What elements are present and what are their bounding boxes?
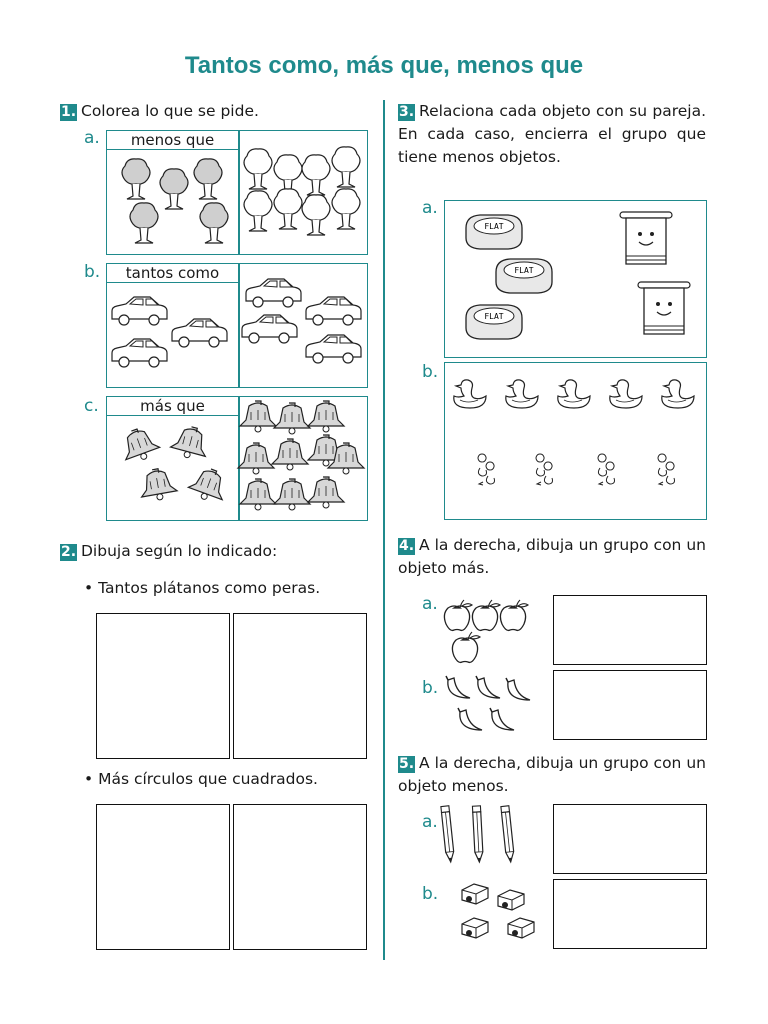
tree-icon xyxy=(130,203,158,243)
q2-number: 2. xyxy=(60,544,77,560)
soap-label-text: FLAT xyxy=(484,222,504,231)
column-divider xyxy=(383,100,385,960)
duckling-group-icon xyxy=(658,454,674,485)
duck-icon xyxy=(506,380,538,408)
q3b-letter: b. xyxy=(422,362,439,382)
q4-number: 4. xyxy=(398,538,415,554)
pencil-icon xyxy=(441,806,455,863)
bell-icon xyxy=(169,423,212,462)
tree-icon xyxy=(274,189,302,229)
duck-icon xyxy=(558,380,590,408)
q4-heading xyxy=(398,534,706,580)
q4b-draw-box[interactable] xyxy=(553,670,707,740)
q1a-letter: a. xyxy=(84,128,100,148)
q1b-letter: b. xyxy=(84,262,101,282)
bell-icon xyxy=(274,479,310,510)
q1-number: 1. xyxy=(60,104,77,120)
soap-icon xyxy=(466,305,522,339)
sharpener-icon xyxy=(462,884,488,904)
q1a-trees xyxy=(106,150,368,255)
q4a-apples xyxy=(440,592,540,664)
tree-icon xyxy=(160,169,188,209)
q2-draw-box-bananas[interactable] xyxy=(233,613,367,759)
soap-label-text: FLAT xyxy=(484,312,504,321)
tree-icon xyxy=(244,191,272,231)
q1c-bells xyxy=(106,416,368,521)
q5b-letter: b. xyxy=(422,884,439,904)
banana-icon xyxy=(506,678,530,700)
q4-text: A la derecha, dibuja un grupo con un objeto más. xyxy=(398,536,706,577)
car-icon xyxy=(306,335,361,363)
q2-bullet-2: • Más círculos que cuadrados. xyxy=(84,770,318,788)
q5b-draw-box[interactable] xyxy=(553,879,707,949)
bell-icon xyxy=(308,477,344,508)
towel-icon xyxy=(638,282,690,334)
page-title: Tantos como, más que, menos que xyxy=(184,52,584,79)
sharpener-icon xyxy=(498,890,524,910)
banana-icon xyxy=(458,708,482,730)
tree-icon xyxy=(332,189,360,229)
car-icon xyxy=(246,279,301,307)
duckling-group-icon xyxy=(536,454,552,485)
duck-icon xyxy=(454,380,486,408)
q2-draw-box-squares[interactable] xyxy=(96,804,230,950)
apple-icon xyxy=(444,600,472,630)
q3-number: 3. xyxy=(398,104,415,120)
q4b-bananas xyxy=(440,670,540,740)
car-icon xyxy=(306,297,361,325)
q3-heading xyxy=(398,100,706,169)
tree-icon xyxy=(194,159,222,199)
banana-icon xyxy=(490,708,514,730)
bell-icon xyxy=(117,424,161,465)
soap-icon xyxy=(466,215,522,249)
q3-text: Relaciona cada objeto con su pareja. En cada caso, encierra el grupo que tiene menos objetos. xyxy=(398,102,706,166)
q1c-letter: c. xyxy=(84,396,99,416)
car-icon xyxy=(112,297,167,325)
q5-text: A la derecha, dibuja un grupo con un objeto menos. xyxy=(398,754,706,795)
bell-icon xyxy=(137,466,178,503)
banana-icon xyxy=(446,676,470,698)
duck-icon xyxy=(662,380,694,408)
q2-draw-box-pears[interactable] xyxy=(96,613,230,759)
q1b-tag: tantos como xyxy=(106,263,239,283)
car-icon xyxy=(242,315,297,343)
q2-draw-box-circles[interactable] xyxy=(233,804,367,950)
apple-icon xyxy=(452,632,480,662)
bell-icon xyxy=(186,464,230,505)
q2-text: Dibuja según lo indicado: xyxy=(81,542,278,560)
car-icon xyxy=(112,339,167,367)
bell-icon xyxy=(272,439,308,470)
q1a-tag: menos que xyxy=(106,130,239,150)
duckling-group-icon xyxy=(478,454,494,485)
pencil-icon xyxy=(472,806,483,862)
q4a-letter: a. xyxy=(422,594,438,614)
tree-icon xyxy=(244,149,272,189)
q3a-letter: a. xyxy=(422,198,438,218)
tree-icon xyxy=(122,159,150,199)
q5a-draw-box[interactable] xyxy=(553,804,707,874)
q1c-tag: más que xyxy=(106,396,239,416)
soap-label-text: FLAT xyxy=(514,266,534,275)
q2-heading xyxy=(60,540,277,563)
apple-icon xyxy=(472,600,500,630)
duck-icon xyxy=(610,380,642,408)
q1b-cars xyxy=(106,283,368,388)
sharpener-icon xyxy=(462,918,488,938)
towel-icon xyxy=(620,212,672,264)
tree-icon xyxy=(302,195,330,235)
q5a-letter: a. xyxy=(422,812,438,832)
q5a-pencils xyxy=(440,804,540,870)
tree-icon xyxy=(200,203,228,243)
banana-icon xyxy=(476,676,500,698)
q5-number: 5. xyxy=(398,756,415,772)
sharpener-icon xyxy=(508,918,534,938)
bell-icon xyxy=(238,443,274,474)
pencil-icon xyxy=(501,806,515,863)
q4a-draw-box[interactable] xyxy=(553,595,707,665)
q5-heading xyxy=(398,752,706,798)
soap-icon xyxy=(496,259,552,293)
bell-icon xyxy=(240,479,276,510)
q1-text: Colorea lo que se pide. xyxy=(81,102,259,120)
q1-heading xyxy=(60,100,259,123)
q2-bullet-1: • Tantos plátanos como peras. xyxy=(84,579,321,597)
q5b-sharpeners xyxy=(444,880,544,950)
q3b-objects xyxy=(444,362,707,520)
q4b-letter: b. xyxy=(422,678,439,698)
apple-icon xyxy=(500,600,528,630)
car-icon xyxy=(172,319,227,347)
q3a-objects xyxy=(444,200,707,358)
tree-icon xyxy=(332,147,360,187)
duckling-group-icon xyxy=(598,454,614,485)
tree-icon xyxy=(302,155,330,195)
